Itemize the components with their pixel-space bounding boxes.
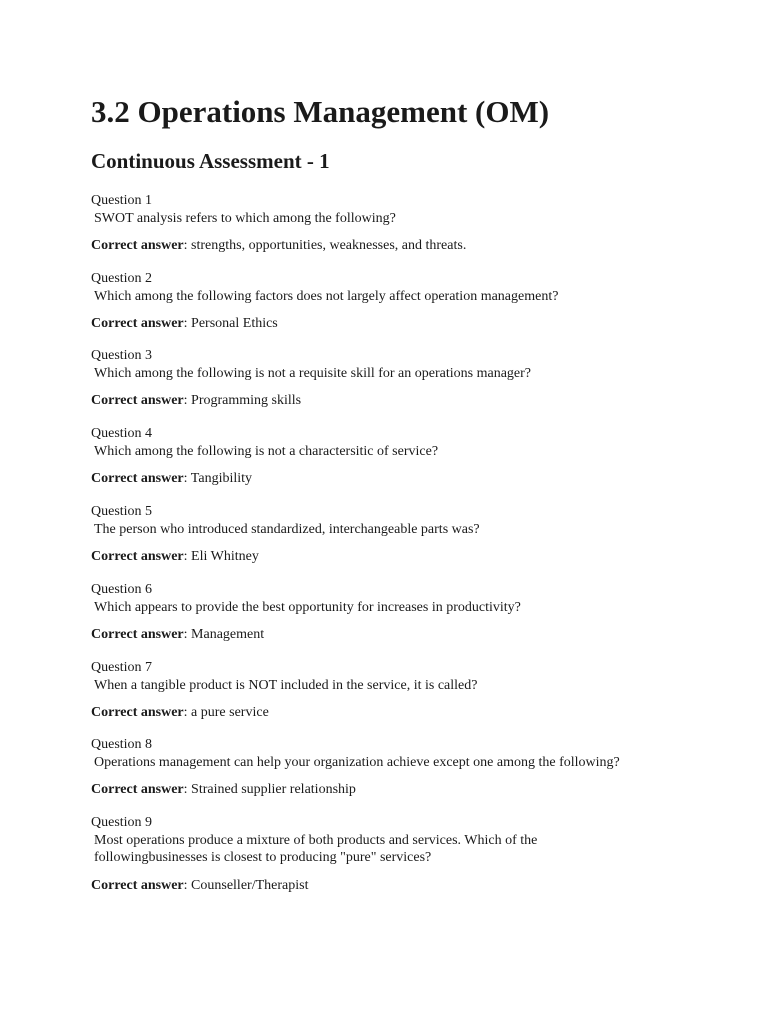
answer-label: Correct answer [91, 705, 184, 720]
answer-text: Programming skills [191, 393, 302, 408]
answer-label: Correct answer [91, 877, 184, 893]
question-text: Most operations produce a mixture of both products and services. Which of the followingbusinesses is closest to producing "pure" services? [94, 832, 538, 865]
answer-label: Correct answer [91, 627, 184, 642]
answer-line [91, 626, 731, 644]
question-label: Question 4 [91, 426, 153, 441]
document-subtitle: Continuous Assessment - 1 [91, 149, 330, 173]
answer-label: Correct answer [91, 316, 184, 331]
answer-text: Tangibility [190, 471, 253, 486]
answer-label: Correct answer [91, 782, 184, 797]
answer-separator: : [183, 705, 192, 720]
question-block [91, 425, 731, 488]
question-text: Operations management can help your organization achieve except one among the following? [94, 754, 620, 770]
answer-line [91, 548, 731, 566]
question-text: Which appears to provide the best opportunity for increases in productivity? [94, 599, 521, 615]
answer-separator: : [183, 549, 192, 564]
answer-text: strengths, opportunities, weaknesses, and threats. [191, 238, 467, 253]
answer-line [91, 781, 731, 799]
answer-label: Correct answer [91, 549, 184, 564]
question-block [91, 347, 731, 410]
answer-line [91, 470, 731, 488]
question-text: When a tangible product is NOT included in the service, it is called? [94, 677, 478, 693]
answer-label: Correct answer [91, 393, 184, 408]
question-text: The person who introduced standardized, interchangeable parts was? [94, 521, 480, 537]
answer-line [91, 392, 731, 410]
question-label: Question 6 [91, 582, 153, 597]
answer-text: Counseller/Therapist [191, 877, 309, 893]
question-text: Which among the following is not a requisite skill for an operations manager? [94, 365, 531, 381]
answer-separator: : [183, 782, 192, 797]
answer-line [91, 315, 731, 333]
answer-separator: : [183, 877, 192, 893]
answer-separator: : [183, 393, 192, 408]
question-text: SWOT analysis refers to which among the following? [94, 210, 396, 226]
document-title: 3.2 Operations Management (OM) [91, 94, 550, 129]
answer-separator: : [183, 471, 191, 486]
question-label: Question 1 [91, 193, 153, 208]
answer-label: Correct answer [91, 238, 184, 253]
question-block [91, 581, 731, 644]
answer-text: a pure service [191, 705, 269, 720]
question-text: Which among the following factors does not largely affect operation management? [94, 288, 559, 304]
question-block [91, 503, 731, 566]
question-block [91, 736, 731, 799]
question-label: Question 7 [91, 660, 153, 675]
answer-line [91, 877, 591, 895]
answer-line [91, 237, 731, 255]
question-label: Question 2 [91, 271, 153, 286]
question-text: Which among the following is not a charactersitic of service? [94, 443, 439, 459]
answer-label: Correct answer [91, 471, 184, 486]
answer-text: Personal Ethics [191, 316, 278, 331]
answer-separator: : [183, 238, 192, 253]
answer-line [91, 704, 731, 722]
question-block [91, 814, 591, 894]
question-block [91, 659, 731, 722]
answer-separator: : [183, 316, 192, 331]
answer-text: Strained supplier relationship [191, 782, 356, 797]
answer-text: Management [191, 627, 265, 642]
question-label: Question 9 [91, 815, 153, 830]
question-block [91, 192, 731, 255]
answer-text: Eli Whitney [191, 549, 259, 564]
question-label: Question 5 [91, 504, 153, 519]
question-label: Question 8 [91, 737, 153, 752]
answer-separator: : [183, 627, 192, 642]
question-label: Question 3 [91, 348, 153, 363]
question-block [91, 270, 731, 333]
